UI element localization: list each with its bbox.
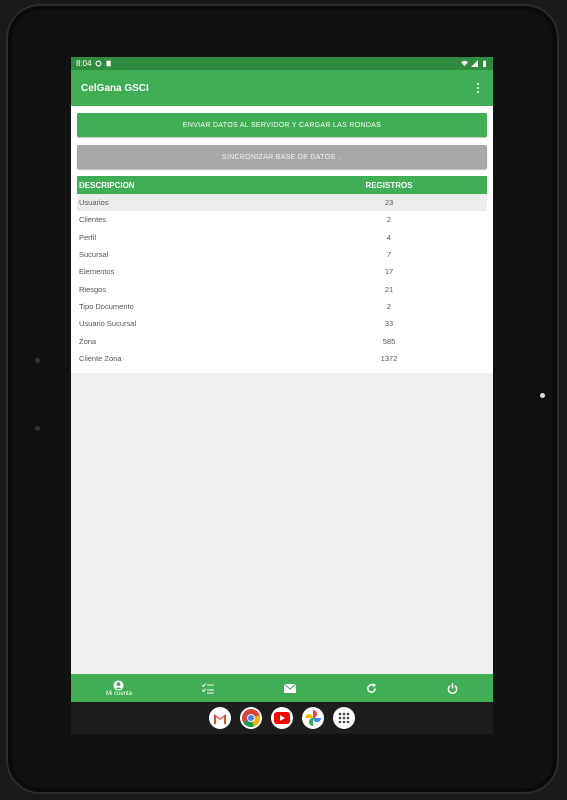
sync-database-button[interactable]: SINCRONIZAR BASE DE DATOS ..	[77, 145, 487, 169]
row-description: Tipo Documento	[79, 301, 134, 311]
table-row[interactable]	[77, 315, 487, 332]
header-description: DESCRIPCION	[79, 180, 135, 190]
apps-icon[interactable]	[333, 707, 355, 729]
row-records: 1372	[380, 353, 398, 363]
settings-status-icon	[95, 60, 102, 67]
table-header	[77, 176, 487, 194]
row-description: Perfil	[79, 232, 97, 242]
send-data-button[interactable]: ENVIAR DATOS AL SERVIDOR Y CARGAR LAS RONDAS	[77, 113, 487, 137]
records-table	[77, 176, 487, 367]
chrome-icon[interactable]	[240, 707, 262, 729]
row-records: 2	[386, 301, 392, 311]
nav-account-label: Mi cuenta	[105, 690, 132, 697]
app-title: CelGana GSCI	[81, 82, 149, 94]
app-bar	[71, 70, 493, 106]
row-description: Elementos	[79, 267, 115, 277]
clipboard-status-icon	[105, 60, 112, 67]
table-row[interactable]	[77, 350, 487, 367]
table-row[interactable]	[77, 246, 487, 263]
youtube-icon[interactable]	[271, 707, 293, 729]
row-description: Usuario Sucursal	[79, 319, 137, 329]
row-records: 7	[386, 250, 392, 260]
status-time: 8:04	[76, 59, 92, 68]
row-records: 21	[384, 284, 394, 294]
mail-icon	[284, 684, 296, 693]
side-sensor	[35, 358, 40, 363]
row-description: Sucursal	[79, 250, 109, 260]
header-records: REGISTROS	[365, 180, 413, 190]
bottom-navigation	[71, 674, 493, 702]
row-description: Zona	[79, 336, 97, 346]
row-records: 33	[384, 319, 394, 329]
status-bar	[71, 57, 493, 70]
nav-account[interactable]	[106, 680, 132, 697]
row-records: 585	[382, 336, 396, 346]
photos-icon[interactable]	[302, 707, 324, 729]
row-description: Riesgos	[79, 284, 107, 294]
table-row[interactable]	[77, 332, 487, 349]
table-row[interactable]	[77, 263, 487, 280]
nav-power[interactable]	[447, 683, 458, 694]
nav-checklist[interactable]	[202, 683, 214, 694]
signal-icon	[471, 60, 478, 67]
table-row[interactable]	[77, 280, 487, 297]
wifi-icon	[461, 60, 468, 67]
row-description: Usuarios	[79, 198, 109, 208]
power-icon	[447, 683, 458, 694]
row-description: Cliente Zona	[79, 353, 122, 363]
table-row[interactable]	[77, 211, 487, 228]
table-row[interactable]	[77, 229, 487, 246]
row-records: 17	[384, 267, 394, 277]
table-row[interactable]	[77, 194, 487, 211]
row-records: 23	[384, 198, 394, 208]
table-row[interactable]	[77, 298, 487, 315]
battery-icon	[481, 60, 488, 67]
row-description: Clientes	[79, 215, 107, 225]
refresh-icon	[366, 683, 377, 694]
nav-mail[interactable]	[284, 684, 296, 693]
nav-refresh[interactable]	[366, 683, 377, 694]
overflow-menu-icon[interactable]	[473, 83, 483, 93]
device-screen	[71, 57, 493, 734]
row-records: 4	[386, 232, 392, 242]
side-sensor	[35, 426, 40, 431]
profile-icon	[113, 680, 124, 691]
gmail-icon[interactable]	[209, 707, 231, 729]
main-content	[71, 106, 493, 373]
checklist-icon	[202, 683, 214, 694]
row-records: 2	[386, 215, 392, 225]
android-dock	[71, 702, 493, 734]
front-camera	[540, 393, 545, 398]
